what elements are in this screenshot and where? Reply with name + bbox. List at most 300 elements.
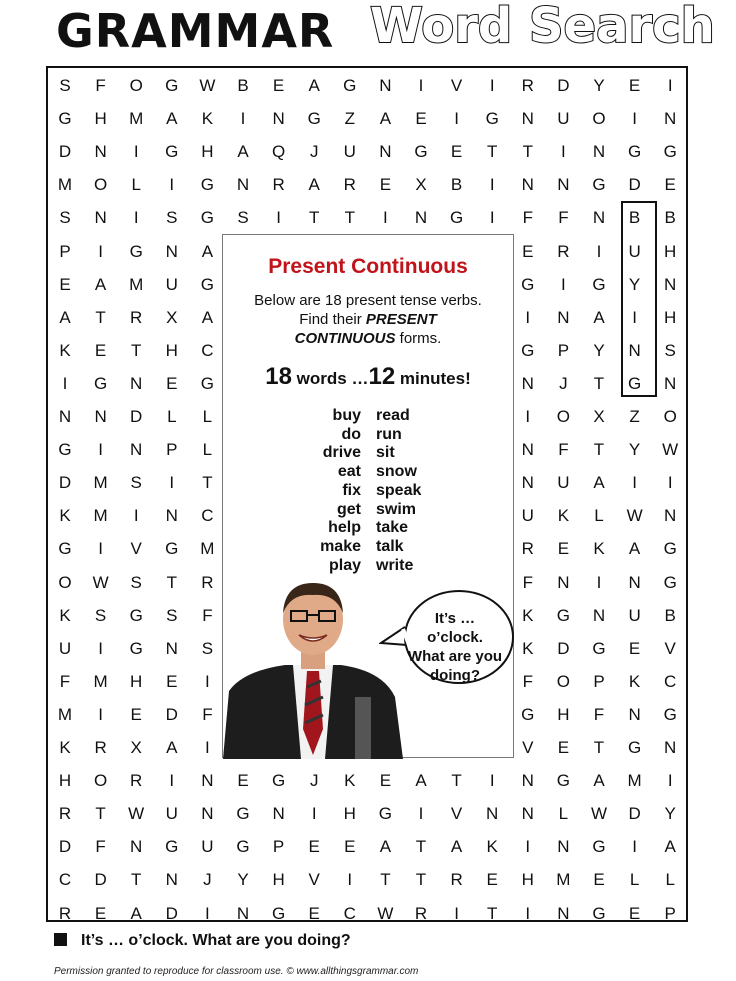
- grid-letter: M: [57, 175, 73, 195]
- grid-letter: G: [200, 274, 214, 294]
- grid-letter: N: [521, 804, 534, 824]
- grid-letter: G: [165, 837, 179, 857]
- grid-letter: G: [414, 142, 428, 162]
- grid-letter: I: [489, 208, 495, 228]
- grid-letter: G: [521, 274, 535, 294]
- grid-letter: E: [379, 175, 392, 195]
- grid-letter: F: [593, 704, 605, 724]
- grid-letter: D: [58, 473, 72, 493]
- grid-letter: G: [236, 804, 250, 824]
- grid-letter: T: [95, 804, 106, 824]
- grid-letter: I: [133, 506, 139, 526]
- grid-letter: S: [166, 605, 178, 625]
- grid-letter: A: [593, 473, 605, 493]
- grid-letter: Y: [664, 804, 676, 824]
- grid-letter: H: [94, 109, 107, 129]
- grid-letter: J: [309, 771, 319, 791]
- grid-letter: H: [343, 804, 356, 824]
- grid-letter: H: [58, 771, 72, 791]
- grid-letter: O: [93, 175, 108, 195]
- grid-letter: D: [628, 804, 641, 824]
- grid-letter: I: [133, 142, 139, 162]
- grid-letter: E: [272, 76, 285, 95]
- grid-letter: G: [627, 373, 642, 393]
- grid-letter: K: [593, 539, 605, 559]
- grid-letter: N: [628, 340, 641, 360]
- grid-letter: L: [629, 870, 640, 890]
- grid-letter: I: [98, 440, 103, 460]
- grid-letter: S: [59, 208, 71, 228]
- grid-letter: I: [596, 572, 602, 592]
- grid-letter: L: [594, 506, 604, 526]
- grid-letter: E: [557, 738, 570, 757]
- grid-letter: G: [627, 142, 642, 162]
- grid-letter: G: [165, 76, 179, 95]
- grid-letter: N: [592, 142, 606, 162]
- grid-letter: A: [628, 539, 641, 559]
- example-answer-highlight: [621, 201, 657, 397]
- grid-letter: E: [308, 837, 320, 857]
- grid-letter: N: [236, 903, 250, 923]
- verb-item: buy: [332, 407, 361, 424]
- grid-letter: A: [94, 274, 107, 294]
- grid-letter: N: [557, 175, 570, 195]
- header: [0, 0, 736, 62]
- grid-letter: I: [667, 76, 673, 95]
- grid-letter: V: [308, 870, 320, 890]
- grid-letter: T: [415, 870, 427, 890]
- grid-letter: B: [450, 175, 463, 195]
- grid-letter: A: [166, 109, 178, 129]
- grid-letter: N: [521, 109, 534, 129]
- grid-letter: H: [165, 340, 178, 360]
- grid-letter: I: [205, 738, 210, 757]
- grid-letter: B: [237, 76, 249, 95]
- word-count: 18: [265, 363, 292, 390]
- grid-letter: E: [628, 903, 641, 923]
- grid-letter: V: [130, 539, 142, 559]
- grid-letter: U: [165, 274, 178, 294]
- grid-letter: A: [593, 307, 605, 327]
- grid-letter: G: [556, 771, 570, 791]
- grid-letter: I: [276, 208, 281, 228]
- grid-letter: O: [556, 407, 570, 426]
- grid-letter: F: [522, 572, 533, 592]
- grid-letter: Y: [628, 440, 641, 460]
- grid-letter: I: [98, 638, 103, 658]
- grid-letter: T: [202, 473, 213, 493]
- grid-letter: G: [93, 373, 108, 393]
- grid-letter: R: [58, 804, 72, 824]
- grid-letter: T: [308, 208, 320, 228]
- grid-letter: U: [165, 804, 178, 824]
- grid-letter: N: [94, 208, 107, 228]
- grid-letter: F: [95, 76, 106, 95]
- grid-letter: D: [58, 837, 72, 857]
- grid-letter: N: [521, 373, 534, 393]
- grid-letter: N: [94, 407, 107, 426]
- verb-item: eat: [337, 463, 361, 481]
- grid-letter: F: [202, 605, 213, 625]
- grid-letter: D: [557, 76, 570, 95]
- grid-letter: G: [449, 208, 464, 228]
- verb-item: make: [320, 537, 361, 555]
- grid-letter: U: [58, 638, 72, 658]
- grid-letter: J: [559, 373, 568, 393]
- grid-letter: E: [522, 241, 534, 261]
- panel-title: Present Continuous: [268, 255, 468, 278]
- grid-letter: H: [521, 870, 534, 890]
- instruction-continuous: CONTINUOUS: [294, 330, 396, 347]
- grid-letter: N: [165, 870, 178, 890]
- grid-letter: G: [592, 638, 606, 658]
- grid-letter: S: [94, 605, 107, 625]
- grid-letter: J: [309, 142, 319, 162]
- grid-letter: N: [165, 241, 178, 261]
- grid-letter: N: [628, 572, 641, 592]
- grid-letter: G: [271, 771, 286, 791]
- grid-letter: L: [131, 175, 141, 195]
- grid-letter: B: [664, 605, 676, 625]
- grid-letter: I: [667, 771, 673, 791]
- grid-letter: N: [557, 837, 570, 857]
- grid-letter: K: [486, 837, 498, 857]
- grid-letter: T: [415, 837, 427, 857]
- grid-letter: M: [129, 109, 144, 129]
- grid-letter: S: [166, 208, 178, 228]
- grid-letter: G: [236, 837, 250, 857]
- grid-letter: G: [556, 605, 570, 625]
- grid-letter: O: [556, 671, 570, 691]
- grid-letter: R: [450, 870, 463, 890]
- grid-letter: O: [129, 76, 143, 95]
- grid-letter: O: [58, 572, 72, 592]
- grid-letter: E: [344, 837, 356, 857]
- grid-letter: K: [59, 738, 71, 757]
- grid-letter: I: [240, 109, 246, 129]
- grid-letter: G: [485, 109, 499, 129]
- grid-letter: E: [94, 340, 107, 360]
- grid-letter: G: [663, 572, 677, 592]
- grid-letter: N: [201, 804, 214, 824]
- grid-letter: G: [592, 837, 606, 857]
- bullet-square-icon: [54, 933, 67, 946]
- grid-letter: W: [662, 440, 679, 460]
- grid-letter: L: [558, 804, 569, 824]
- grid-letter: E: [450, 142, 463, 162]
- verb-item: help: [328, 519, 361, 537]
- grid-letter: P: [59, 241, 71, 261]
- grid-letter: T: [593, 738, 605, 757]
- grid-letter: F: [522, 671, 533, 691]
- grid-letter: O: [592, 109, 606, 129]
- grid-letter: T: [593, 440, 605, 460]
- grid-letter: N: [664, 109, 677, 129]
- speech-line-2: What are you: [407, 648, 503, 665]
- footer-question: [54, 932, 351, 950]
- grid-letter: P: [166, 440, 178, 460]
- grid-letter: D: [94, 870, 107, 890]
- grid-letter: A: [379, 109, 392, 129]
- grid-letter: I: [489, 771, 495, 791]
- verb-item: get: [337, 500, 361, 518]
- grid-letter: R: [58, 903, 72, 923]
- grid-letter: M: [93, 671, 108, 691]
- grid-letter: A: [237, 142, 249, 162]
- grid-letter: E: [59, 274, 71, 294]
- grid-letter: N: [521, 175, 534, 195]
- verb-item: play: [328, 556, 361, 574]
- grid-letter: G: [521, 340, 535, 360]
- grid-letter: T: [522, 142, 533, 162]
- grid-letter: E: [166, 373, 178, 393]
- grid-letter: N: [557, 903, 570, 923]
- grid-letter: G: [307, 109, 321, 129]
- grid-letter: I: [311, 804, 317, 824]
- grid-letter: E: [166, 671, 178, 691]
- grid-letter: D: [165, 704, 178, 724]
- grid-letter: A: [308, 175, 320, 195]
- grid-letter: I: [525, 903, 531, 923]
- grid-letter: H: [130, 671, 143, 691]
- grid-letter: R: [343, 175, 356, 195]
- verb-item: swim: [376, 500, 417, 518]
- grid-letter: N: [165, 638, 178, 658]
- grid-letter: R: [130, 771, 143, 791]
- grid-letter: L: [202, 407, 213, 426]
- grid-letter: Y: [237, 870, 249, 890]
- grid-letter: N: [521, 440, 534, 460]
- grid-letter: I: [596, 241, 602, 261]
- speech-line-1: It’s … o’clock.: [427, 610, 483, 646]
- grid-letter: U: [521, 506, 534, 526]
- grid-letter: G: [343, 76, 357, 95]
- grid-letter: I: [525, 837, 531, 857]
- grid-letter: E: [415, 109, 427, 129]
- grid-letter: I: [62, 373, 68, 393]
- grid-letter: E: [237, 771, 249, 791]
- grid-letter: C: [664, 671, 677, 691]
- grid-letter: P: [557, 340, 570, 360]
- grid-letter: I: [169, 771, 175, 791]
- grid-letter: A: [664, 837, 676, 857]
- grid-letter: N: [592, 208, 606, 228]
- grid-letter: E: [130, 704, 142, 724]
- grid-letter: D: [130, 407, 143, 426]
- grid-letter: H: [664, 241, 677, 261]
- verb-item: take: [376, 519, 409, 537]
- grid-letter: R: [272, 175, 285, 195]
- grid-letter: N: [486, 804, 499, 824]
- grid-letter: I: [632, 837, 637, 857]
- grid-letter: R: [521, 76, 534, 95]
- grid-letter: X: [130, 738, 142, 757]
- grid-letter: R: [130, 307, 143, 327]
- grid-letter: G: [663, 704, 677, 724]
- grid-letter: K: [59, 506, 71, 526]
- grid-letter: G: [129, 241, 143, 261]
- grid-letter: A: [593, 771, 605, 791]
- grid-letter: W: [92, 572, 109, 592]
- grid-letter: N: [414, 208, 428, 228]
- grid-letter: E: [308, 903, 320, 923]
- grid-letter: V: [450, 76, 463, 95]
- instructions: [223, 291, 513, 348]
- grid-letter: K: [522, 638, 534, 658]
- permission-note: Permission granted to reproduce for classroom use. © www.allthingsgrammar.com: [54, 966, 419, 977]
- grid-letter: W: [590, 804, 608, 824]
- grid-letter: N: [130, 373, 143, 393]
- grid-letter: U: [557, 473, 570, 493]
- grid-letter: T: [166, 572, 177, 592]
- grid-letter: G: [200, 208, 214, 228]
- grid-letter: S: [59, 76, 71, 95]
- grid-letter: N: [557, 572, 570, 592]
- grid-letter: A: [59, 307, 71, 327]
- grid-letter: A: [415, 771, 427, 791]
- grid-letter: M: [200, 539, 215, 559]
- grid-letter: E: [94, 903, 107, 923]
- grid-letter: Z: [629, 407, 640, 426]
- grid-letter: V: [522, 738, 534, 757]
- grid-letter: Z: [344, 109, 355, 129]
- grid-letter: M: [93, 506, 108, 526]
- grid-letter: N: [557, 307, 570, 327]
- grid-letter: I: [525, 407, 531, 426]
- grid-letter: I: [632, 109, 637, 129]
- grid-letter: A: [308, 76, 320, 95]
- verb-item: fix: [342, 481, 361, 499]
- grid-letter: O: [93, 771, 108, 791]
- instruction-line-3-suffix: forms.: [395, 330, 442, 347]
- grid-letter: I: [98, 539, 103, 559]
- grid-letter: T: [486, 903, 498, 923]
- grid-letter: E: [379, 771, 392, 791]
- grid-letter: K: [59, 340, 71, 360]
- grid-letter: I: [489, 76, 495, 95]
- grid-letter: I: [632, 307, 637, 327]
- grid-letter: R: [414, 903, 428, 923]
- grid-letter: K: [201, 109, 214, 129]
- verb-item: run: [376, 425, 402, 443]
- instruction-line-1: Below are 18 present tense verbs.: [254, 292, 482, 309]
- grid-letter: A: [201, 307, 214, 327]
- grid-letter: N: [379, 76, 392, 95]
- grid-letter: H: [664, 307, 677, 327]
- grid-letter: N: [521, 473, 534, 493]
- grid-letter: G: [200, 175, 214, 195]
- grid-letter: I: [561, 274, 566, 294]
- grid-letter: F: [558, 208, 569, 228]
- grid-letter: C: [58, 870, 72, 890]
- grid-letter: E: [557, 539, 570, 559]
- grid-letter: D: [628, 175, 641, 195]
- grid-letter: N: [201, 771, 214, 791]
- grid-letter: C: [201, 340, 214, 360]
- grid-letter: Y: [593, 340, 605, 360]
- grid-letter: E: [664, 175, 676, 195]
- grid-letter: T: [130, 340, 142, 360]
- grid-letter: S: [664, 340, 676, 360]
- grid-letter: I: [169, 175, 175, 195]
- grid-letter: N: [628, 704, 641, 724]
- grid-letter: I: [98, 704, 103, 724]
- verb-list-right: [376, 407, 421, 575]
- grid-letter: M: [129, 274, 144, 294]
- grid-letter: P: [272, 837, 285, 857]
- grid-letter: I: [632, 473, 637, 493]
- grid-letter: D: [557, 638, 570, 658]
- grid-letter: W: [199, 76, 216, 95]
- grid-letter: G: [58, 539, 72, 559]
- grid-letter: G: [165, 539, 179, 559]
- grid-letter: I: [561, 142, 566, 162]
- grid-letter: N: [236, 175, 250, 195]
- grid-letter: H: [201, 142, 214, 162]
- grid-letter: F: [202, 704, 213, 724]
- grid-letter: K: [59, 605, 71, 625]
- grid-letter: G: [129, 638, 143, 658]
- grid-letter: I: [667, 473, 673, 493]
- grid-letter: R: [557, 241, 570, 261]
- grid-letter: Y: [593, 76, 605, 95]
- grid-letter: T: [130, 870, 142, 890]
- grid-letter: F: [558, 440, 569, 460]
- grid-letter: G: [627, 738, 642, 757]
- grid-letter: G: [271, 903, 286, 923]
- verb-item: read: [376, 407, 410, 424]
- grid-letter: U: [628, 605, 641, 625]
- grid-letter: R: [521, 539, 534, 559]
- grid-letter: A: [130, 903, 142, 923]
- grid-letter: V: [664, 638, 676, 658]
- verb-item: speak: [376, 481, 422, 499]
- grid-letter: I: [418, 804, 424, 824]
- grid-letter: E: [628, 638, 641, 658]
- grid-letter: N: [94, 142, 107, 162]
- speech-line-3: doing?: [430, 667, 480, 684]
- grid-letter: Y: [628, 274, 641, 294]
- grid-letter: N: [664, 274, 677, 294]
- grid-letter: I: [205, 903, 210, 923]
- teacher-illustration: [223, 579, 403, 759]
- grid-letter: I: [418, 76, 424, 95]
- grid-letter: G: [129, 605, 143, 625]
- grid-letter: X: [593, 407, 605, 426]
- grid-letter: I: [169, 473, 175, 493]
- grid-letter: I: [205, 671, 210, 691]
- grid-letter: K: [557, 506, 570, 526]
- instruction-present: PRESENT: [365, 311, 437, 328]
- grid-letter: A: [379, 837, 392, 857]
- grid-letter: U: [343, 142, 356, 162]
- grid-letter: R: [94, 738, 107, 757]
- grid-letter: G: [378, 804, 392, 824]
- grid-letter: S: [130, 473, 142, 493]
- info-panel: [222, 234, 514, 758]
- grid-letter: T: [95, 307, 106, 327]
- grid-letter: U: [201, 837, 214, 857]
- grid-letter: N: [592, 605, 606, 625]
- target-count: [223, 363, 513, 391]
- grid-letter: A: [201, 241, 214, 261]
- grid-letter: M: [556, 870, 571, 890]
- grid-letter: G: [521, 704, 535, 724]
- grid-letter: L: [167, 407, 177, 426]
- grid-letter: V: [450, 804, 463, 824]
- grid-letter: A: [450, 837, 463, 857]
- grid-letter: W: [128, 804, 145, 824]
